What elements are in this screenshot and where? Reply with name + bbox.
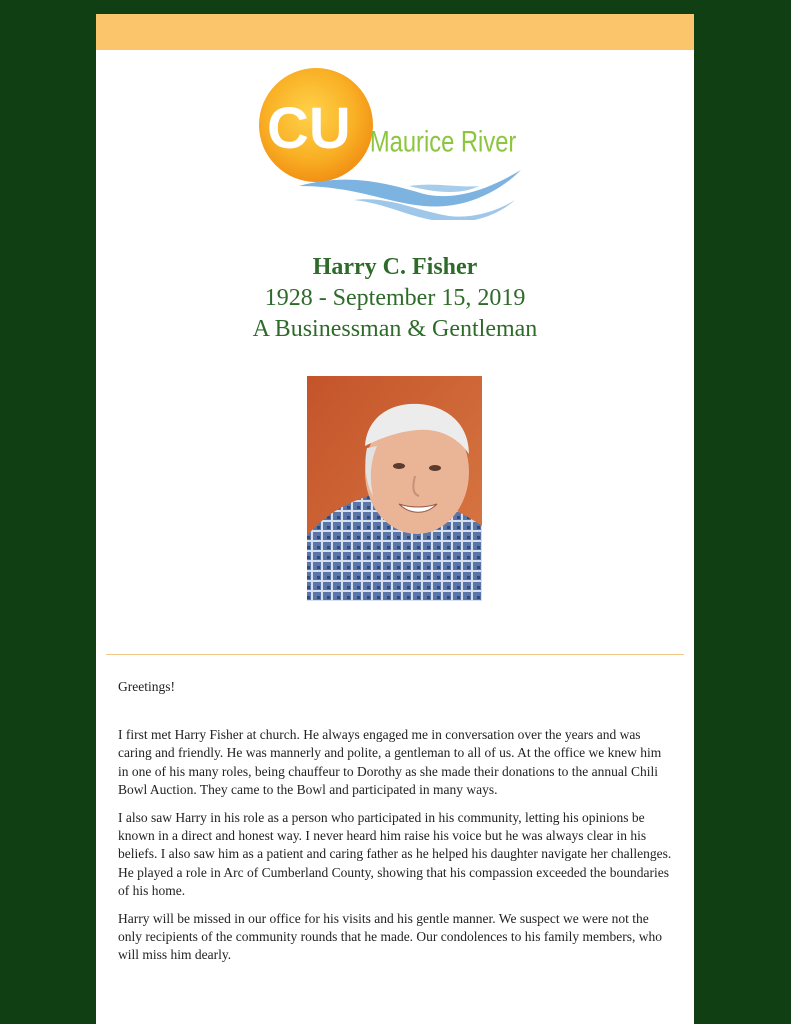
section-divider	[106, 654, 684, 655]
cu-maurice-river-logo	[259, 68, 531, 220]
memorial-heading	[96, 251, 694, 345]
letter-body	[118, 678, 674, 975]
letter-paragraph: I also saw Harry in his role as a person who participated in his community, letting his opinions be known in a direct and honest way. I never heard him raise his voice but he was always clear in his beliefs. I also saw him as a patient and caring father as he helped his daughter navigate her challenges. He played a role in Arc of Cumberland County, showing that his compassion exceeded the boundaries of his home.	[118, 810, 672, 898]
letter-greeting: Greetings!	[118, 679, 175, 694]
memorial-tagline: A Businessman & Gentleman	[252, 316, 538, 342]
letter-paragraph: Harry will be missed in our office for his visits and his gentle manner. We suspect we were not the only recipients of the community rounds that he made. Our condolences to his family members, who will miss him dearly.	[118, 911, 663, 963]
header-band	[96, 14, 694, 50]
portrait-photo	[307, 376, 482, 601]
logo-initials: CU	[267, 96, 351, 161]
memorial-dates: 1928 - September 15, 2019	[264, 285, 526, 311]
logo-brand-text: Maurice River	[369, 125, 517, 159]
letter-paragraph: I first met Harry Fisher at church. He always engaged me in conversation over the years and was caring and friendly. He was mannerly and polite, a gentleman to all of us. At the office we knew him in one of his many roles, being chauffeur to Dorothy as she made their donations to the annual Chili Bowl Auction. They came to the Bowl and participated in many ways.	[118, 727, 662, 797]
memorial-name: Harry C. Fisher	[312, 254, 478, 280]
newsletter-page	[96, 14, 694, 1024]
